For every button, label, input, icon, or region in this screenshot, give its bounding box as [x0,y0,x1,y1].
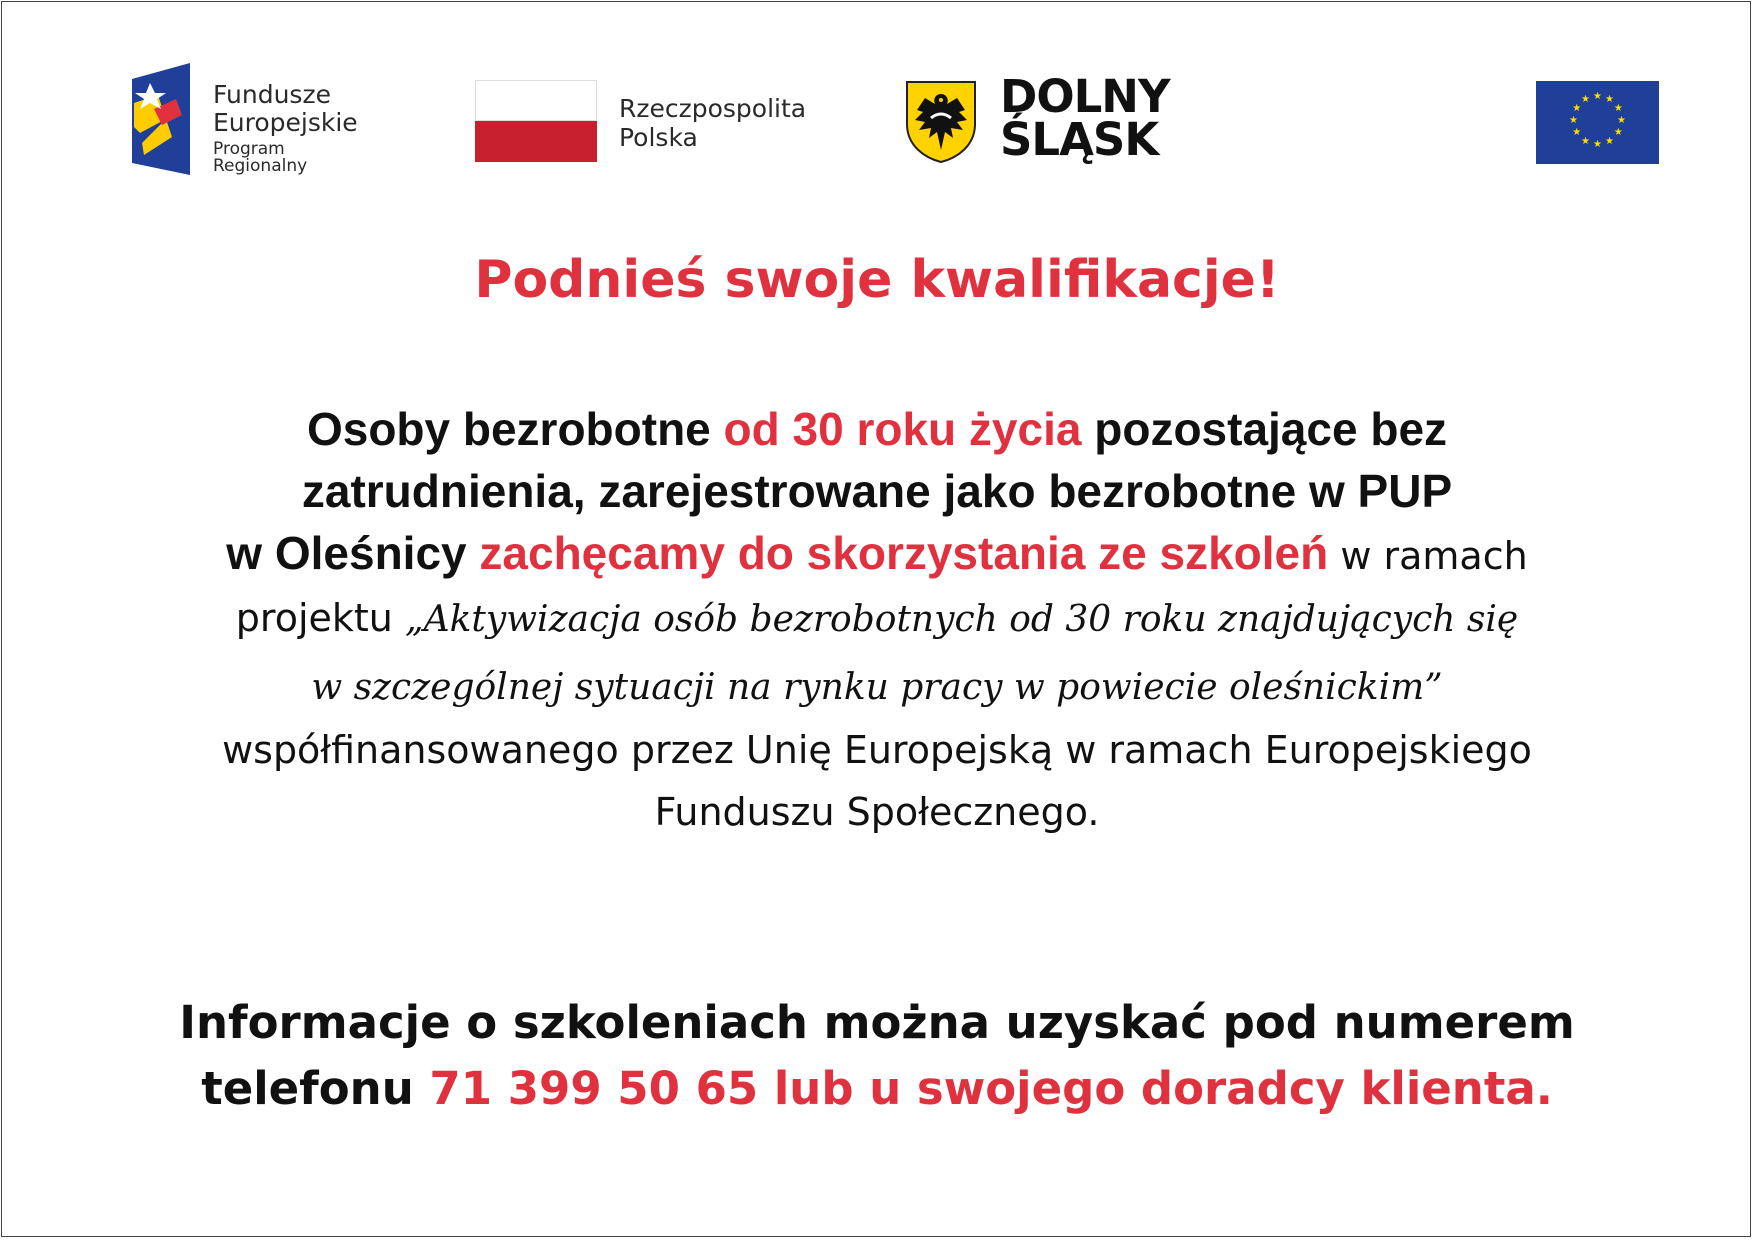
contact-line-2-a: telefonu [201,1062,430,1115]
body-line-1-a: Osoby bezrobotne [306,403,724,455]
eagle-coat-of-arms-icon [905,80,977,164]
svg-text:★: ★ [1605,135,1614,147]
body-line-1-highlight: od 30 roku życia [723,403,1082,455]
svg-text:★: ★ [1593,139,1602,150]
fundusze-line-3: Program Regionalny [213,139,308,176]
body-line-1-c: pozostające bez [1081,403,1448,455]
body-line-4-project-title: „Aktywizacja osób bezrobotnych od 30 roku znajdujących się [404,599,1519,640]
svg-text:★: ★ [1593,91,1602,102]
page-headline: Podnieś swoje kwalifikacje! [474,250,1280,310]
body-line-1 [0,398,1754,460]
svg-text:★: ★ [1617,115,1626,126]
contact-line-1: Informacje o szkoleniach można uzyskać pod numerem [179,996,1575,1049]
svg-text:★: ★ [1613,127,1623,138]
rzeczpospolita-line-1: Rzeczpospolita [619,94,807,123]
dolny-slask-line-1: DOLNY [1000,70,1170,123]
svg-text:★: ★ [1581,94,1590,106]
contact-line-2 [0,1056,1754,1122]
body-text [0,398,1754,843]
body-line-6: współfinansowanego przez Unię Europejską w ramach Europejskiego [222,728,1532,772]
body-line-7: Funduszu Społecznego. [654,790,1100,834]
svg-text:★: ★ [1572,127,1582,138]
eu-flag-icon [1536,81,1659,164]
body-line-3-highlight: zachęcamy do skorzystania ze szkoleń [479,527,1329,579]
fundusze-europejskie-icon [132,63,190,175]
svg-text:★: ★ [1613,103,1623,114]
body-line-4-a: projektu [235,596,405,640]
body-line-5: w szczególnej sytuacji na rynku pracy w powiecie oleśnickim” [311,667,1443,708]
svg-text:★: ★ [1581,135,1590,147]
body-line-3 [0,522,1754,587]
fundusze-line-2: Europejskie [213,108,358,137]
body-line-2: zatrudnienia, zarejestrowane jako bezrobotne w PUP [301,465,1453,517]
svg-text:★: ★ [1569,115,1578,126]
dolny-slask-line-2: ŚLĄSK [1000,112,1159,166]
svg-text:★: ★ [1605,94,1614,106]
fundusze-line-1: Fundusze [213,80,331,109]
contact-info [0,990,1754,1122]
polish-flag-icon [475,80,597,162]
svg-text:★: ★ [1572,103,1582,114]
body-line-3-c: w ramach [1328,534,1528,578]
rzeczpospolita-line-2: Polska [619,123,698,152]
contact-phone-highlight: 71 399 50 65 lub u swojego doradcy klienta. [429,1062,1553,1115]
body-line-3-a: w Oleśnicy [226,527,480,579]
body-line-4 [0,587,1754,657]
